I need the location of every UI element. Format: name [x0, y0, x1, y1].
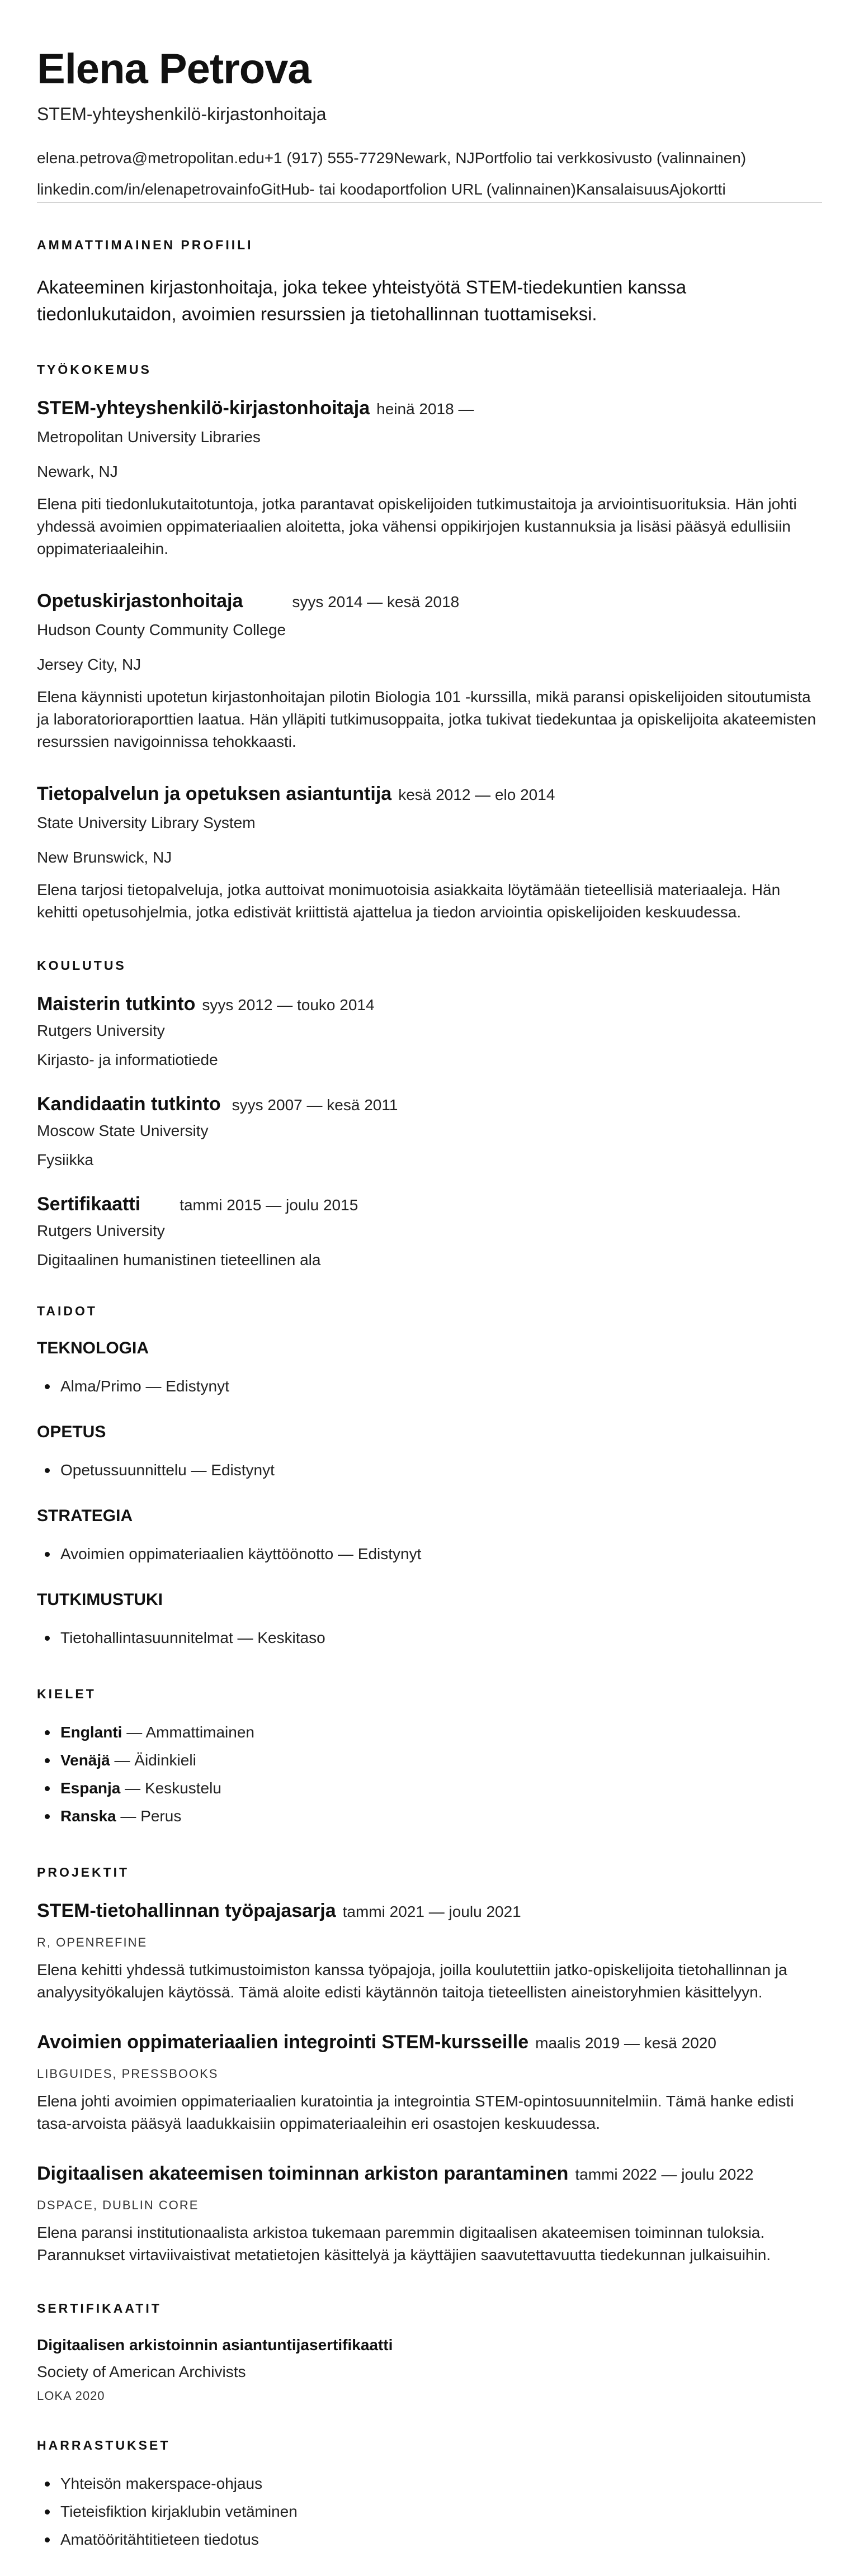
education-date: tammi 2015 — joulu 2015 — [180, 1196, 358, 1214]
contact-drivers-license: Ajokortti — [669, 181, 726, 198]
experience-employer: State University Library System — [37, 814, 256, 831]
education-degree: Sertifikaatti — [37, 1194, 141, 1215]
hobby-item: Tieteisfiktion kirjaklubin vetäminen — [37, 2498, 822, 2526]
project-entry-head — [37, 1900, 822, 1922]
education-section — [37, 958, 822, 1269]
education-school: Rutgers University — [37, 1022, 165, 1039]
skill-items — [37, 1372, 822, 1400]
project-tags: DSPACE, DUBLIN CORE — [37, 2198, 199, 2212]
education-entry — [37, 1194, 822, 1269]
language-level: Perus — [140, 1807, 182, 1825]
project-list — [37, 1900, 822, 2266]
person-name: Elena Petrova — [37, 45, 311, 93]
contact-row-primary — [37, 149, 822, 167]
skill-item: Alma/Primo — Edistynyt — [37, 1372, 822, 1400]
language-level: Ammattimainen — [145, 1723, 254, 1741]
project-entry-head — [37, 2032, 822, 2053]
projects-section — [37, 1865, 822, 2266]
section-heading-skills: TAIDOT — [37, 1304, 97, 1318]
contact-github[interactable]: GitHub- tai koodaportfolion URL (valinnainen) — [261, 181, 576, 198]
education-field: Kirjasto- ja informatiotiede — [37, 1051, 218, 1068]
language-name: Espanja — [60, 1779, 121, 1797]
resume-header — [37, 45, 822, 203]
language-item: Espanja — Keskustelu — [37, 1774, 822, 1802]
skill-category: TEKNOLOGIA — [37, 1339, 149, 1357]
section-heading-certifications: SERTIFIKAATIT — [37, 2301, 162, 2315]
skill-item: Tietohallintasuunnitelmat — Keskitaso — [37, 1624, 822, 1652]
hobby-item: Amatööritähtitieteen tiedotus — [37, 2526, 822, 2554]
section-heading-projects: PROJEKTIT — [37, 1865, 130, 1879]
project-entry — [37, 2032, 822, 2135]
project-description: Elena johti avoimien oppimateriaalien kuratointia ja integrointia STEM-opintosuunnitelmiin. Tämä hanke edisti tasa-arvoista pääsyä laadukkaisiin oppimateriaaleihin eri osastojen keskuudessa. — [37, 2092, 794, 2132]
language-list — [37, 1718, 822, 1830]
experience-list — [37, 397, 822, 924]
language-name: Englanti — [60, 1723, 122, 1741]
education-school: Moscow State University — [37, 1122, 209, 1139]
hobby-item: Yhteisön makerspace-ohjaus — [37, 2470, 822, 2498]
hobbies-section — [37, 2438, 822, 2554]
experience-description: Elena piti tiedonlukutaitotuntoja, jotka parantavat opiskelijoiden tutkimustaitoja ja arviointisuorituksia. Hän johti yhdessä avoimien oppimateriaalien aloitetta, joka vähensi oppikirjojen kustannuksia ja lisäsi pääsyä edullisiin oppimateriaaleihin. — [37, 495, 797, 557]
section-heading-languages: KIELET — [37, 1687, 96, 1701]
project-date: tammi 2021 — joulu 2021 — [342, 1903, 521, 1920]
project-description: Elena kehitti yhdessä tutkimustoimiston kanssa työpajoja, joilla koulutettiin jatko-opiskelijoita tietohallinnan ja analyysityökalujen käytössä. Tämä aloite edisti käytännön taitoja tieteellisten aineistoryhmien käsittelyyn. — [37, 1961, 787, 2001]
section-heading-profile: AMMATTIMAINEN PROFIILI — [37, 238, 253, 252]
project-title: Digitaalisen akateemisen toiminnan arkiston parantaminen — [37, 2163, 569, 2184]
experience-entry-head — [37, 590, 822, 612]
hobby-list — [37, 2470, 822, 2554]
experience-section — [37, 362, 822, 924]
project-title: STEM-tietohallinnan työpajasarja — [37, 1900, 336, 1921]
language-name: Venäjä — [60, 1751, 110, 1769]
certifications-section — [37, 2301, 822, 2403]
education-entry — [37, 1093, 822, 1169]
education-entry-head — [37, 1093, 822, 1115]
language-level: Äidinkieli — [134, 1751, 196, 1769]
job-title: STEM-yhteyshenkilö-kirjastonhoitaja — [37, 104, 327, 124]
skill-category: OPETUS — [37, 1423, 106, 1441]
section-heading-experience: TYÖKOKEMUS — [37, 362, 152, 377]
education-degree: Kandidaatin tutkinto — [37, 1093, 221, 1115]
experience-date: kesä 2012 — elo 2014 — [398, 786, 555, 803]
experience-entry-head — [37, 397, 822, 419]
skills-section — [37, 1304, 822, 1652]
education-field: Fysiikka — [37, 1151, 94, 1168]
contact-citizenship: Kansalaisuus — [575, 181, 669, 198]
experience-entry — [37, 783, 822, 924]
project-date: maalis 2019 — kesä 2020 — [535, 2034, 716, 2052]
contact-phone[interactable]: +1 (917) 555-7729 — [264, 149, 394, 167]
project-date: tammi 2022 — joulu 2022 — [575, 2166, 754, 2183]
experience-entry-head — [37, 783, 822, 805]
experience-title: Opetuskirjastonhoitaja — [37, 590, 243, 612]
education-list — [37, 993, 822, 1269]
experience-entry — [37, 397, 822, 560]
project-title: Avoimien oppimateriaalien integrointi STEM-kursseille — [37, 2032, 529, 2053]
experience-title: STEM-yhteyshenkilö-kirjastonhoitaja — [37, 397, 370, 419]
languages-section — [37, 1687, 822, 1830]
education-entry — [37, 993, 822, 1069]
skill-items — [37, 1540, 822, 1568]
education-field: Digitaalinen humanistinen tieteellinen ala — [37, 1251, 321, 1268]
section-heading-hobbies: HARRASTUKSET — [37, 2438, 171, 2452]
profile-summary: Akateeminen kirjastonhoitaja, joka tekee yhteistyötä STEM-tiedekuntien kanssa tiedonlukutaidon, avoimien resurssien ja tietohallinnan tuottamiseksi. — [37, 277, 687, 324]
contact-portfolio[interactable]: Portfolio tai verkkosivusto (valinnainen) — [474, 149, 747, 167]
contact-location: Newark, NJ — [393, 149, 475, 167]
education-degree: Maisterin tutkinto — [37, 993, 196, 1015]
contact-linkedin[interactable]: linkedin.com/in/elenapetrovainfo — [37, 181, 261, 198]
skills-list — [37, 1339, 822, 1652]
project-entry — [37, 1900, 822, 2004]
section-heading-education: KOULUTUS — [37, 958, 126, 973]
skill-items — [37, 1624, 822, 1652]
experience-title: Tietopalvelun ja opetuksen asiantuntija — [37, 783, 392, 804]
project-entry — [37, 2163, 822, 2266]
language-item: Englanti — Ammattimainen — [37, 1718, 822, 1746]
experience-employer: Hudson County Community College — [37, 621, 286, 638]
profile-section — [37, 238, 822, 328]
experience-employer: Metropolitan University Libraries — [37, 428, 261, 446]
skill-items — [37, 1456, 822, 1484]
contact-email[interactable]: elena.petrova@metropolitan.edu — [37, 149, 265, 167]
experience-date: heinä 2018 — — [376, 400, 474, 418]
contact-row-secondary — [37, 181, 822, 203]
language-item: Ranska — Perus — [37, 1802, 822, 1830]
language-name: Ranska — [60, 1807, 116, 1825]
certification-date: LOKA 2020 — [37, 2389, 105, 2403]
education-entry-head — [37, 993, 822, 1015]
experience-location: New Brunswick, NJ — [37, 849, 172, 866]
education-date: syys 2007 — kesä 2011 — [232, 1096, 398, 1114]
experience-location: Jersey City, NJ — [37, 656, 141, 673]
education-school: Rutgers University — [37, 1222, 165, 1239]
project-tags: LIBGUIDES, PRESSBOOKS — [37, 2067, 219, 2081]
language-level: Keskustelu — [144, 1779, 221, 1797]
skill-category: TUTKIMUSTUKI — [37, 1590, 163, 1609]
skill-category: STRATEGIA — [37, 1507, 133, 1525]
experience-location: Newark, NJ — [37, 463, 118, 480]
experience-date: syys 2014 — kesä 2018 — [292, 593, 460, 610]
certification-entry — [37, 2336, 822, 2403]
experience-entry — [37, 590, 822, 753]
experience-description: Elena tarjosi tietopalveluja, jotka auttoivat monimuotoisia asiakkaita löytämään tieteellisiä materiaaleja. Hän kehitti opetusohjelmia, jotka edistivät kriittistä ajattelua ja tiedon arviointia opiskelijoiden keskuudessa. — [37, 881, 781, 921]
project-tags: R, OPENREFINE — [37, 1935, 148, 1949]
language-item: Venäjä — Äidinkieli — [37, 1746, 822, 1774]
project-description: Elena paransi institutionaalista arkistoa tukemaan paremmin digitaalisen akateemisen toiminnan tuloksia. Parannukset virtaviivaistivat metatietojen käsittelyä ja käyttäjien saavutettavuutta tiedekunnan julkaisuihin. — [37, 2224, 771, 2264]
certification-name: Digitaalisen arkistoinnin asiantuntijasertifikaatti — [37, 2336, 393, 2354]
education-date: syys 2012 — touko 2014 — [202, 996, 375, 1014]
skill-item: Avoimien oppimateriaalien käyttöönotto — Edistynyt — [37, 1540, 822, 1568]
education-entry-head — [37, 1194, 822, 1215]
project-entry-head — [37, 2163, 822, 2185]
experience-description: Elena käynnisti upotetun kirjastonhoitajan pilotin Biologia 101 -kurssilla, mikä paransi opiskelijoiden sitoutumista ja laboratorioraporttien laatua. Hän ylläpiti tutkimusoppaita, jotka tukivat tiedekuntaa ja opiskelijoita akateemisten resurssien navigoinnissa tehokkaasti. — [37, 688, 816, 750]
skill-item: Opetussuunnittelu — Edistynyt — [37, 1456, 822, 1484]
certification-issuer: Society of American Archivists — [37, 2363, 246, 2380]
